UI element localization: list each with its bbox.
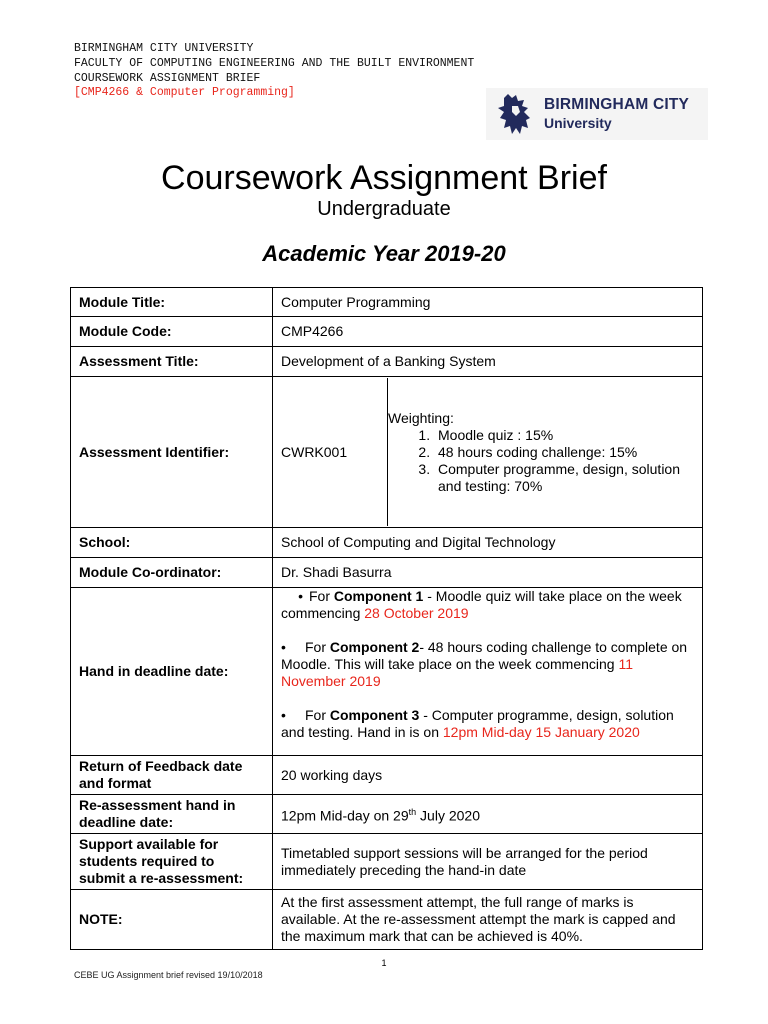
assignment-table <box>70 287 703 950</box>
deadline-details <box>273 588 703 756</box>
weighting-item: 2. 48 hours coding challenge: 15% <box>434 444 702 461</box>
weighting-list <box>388 427 702 495</box>
logo-line2: University <box>544 115 612 131</box>
weighting-item: 1. Moodle quiz : 15% <box>434 427 702 444</box>
row-coordinator <box>71 558 703 588</box>
university-logo <box>486 88 708 140</box>
label-reassessment: Re-assessment hand in deadline date: <box>71 795 273 834</box>
row-module-code <box>71 317 703 347</box>
deadline-date-1: 28 October 2019 <box>364 605 469 621</box>
label-feedback: Return of Feedback date and format <box>71 756 273 795</box>
value-coordinator: Dr. Shadi Basurra <box>273 558 703 588</box>
footer-revision-note: CEBE UG Assignment brief revised 19/10/2018 <box>74 970 263 980</box>
document-header <box>74 42 474 101</box>
row-school <box>71 528 703 558</box>
label-deadline: Hand in deadline date: <box>71 588 273 756</box>
deadline-date-3: 12pm Mid-day 15 January 2020 <box>442 724 640 740</box>
row-assessment-identifier <box>71 377 703 528</box>
label-note: NOTE: <box>71 890 273 950</box>
header-module: [CMP4266 & Computer Programming] <box>74 86 295 100</box>
logo-line1: BIRMINGHAM CITY <box>544 96 690 113</box>
deadline-component-1: • For Component 1 - Moodle quiz will take place on the week commencing 28 October 2019 <box>281 588 682 621</box>
weighting-item: 3. Computer programme, design, solution and testing: 70% <box>434 461 702 495</box>
page-subtitle: Undergraduate <box>317 198 451 220</box>
value-module-code: CMP4266 <box>273 317 703 347</box>
deadline-component-2: • For Component 2- 48 hours coding challenge to complete on Moodle. This will take place on the week commencing 11 November 2019 <box>281 639 688 689</box>
row-module-title <box>71 288 703 317</box>
label-assessment-identifier: Assessment Identifier: <box>71 377 273 528</box>
label-coordinator: Module Co-ordinator: <box>71 558 273 588</box>
deadline-component-3: • For Component 3 - Computer programme, design, solution and testing. Hand in is on 12pm Mid-day 15 January 2020 <box>281 707 674 740</box>
value-feedback: 20 working days <box>273 756 703 795</box>
row-support <box>71 834 703 890</box>
label-module-title: Module Title: <box>71 288 273 317</box>
header-brief: COURSEWORK ASSIGNMENT BRIEF <box>74 71 261 85</box>
griffin-icon <box>492 92 540 136</box>
value-module-title: Computer Programming <box>273 288 703 317</box>
row-assessment-title <box>71 347 703 377</box>
label-assessment-title: Assessment Title: <box>71 347 273 377</box>
value-assessment-title: Development of a Banking System <box>273 347 703 377</box>
weighting-block <box>388 378 703 526</box>
value-support: Timetabled support sessions will be arranged for the period immediately preceding the hand-in date <box>273 834 703 890</box>
value-assessment-code: CWRK001 <box>281 443 348 460</box>
page-number: 1 <box>381 958 387 968</box>
row-deadline <box>71 588 703 756</box>
row-reassessment <box>71 795 703 834</box>
academic-year: Academic Year 2019-20 <box>262 241 506 266</box>
value-note: At the first assessment attempt, the full range of marks is available. At the re-assessment attempt the mark is capped and the maximum mark that can be achieved is 40%. <box>273 890 703 950</box>
header-faculty: FACULTY OF COMPUTING ENGINEERING AND THE BUILT ENVIRONMENT <box>74 56 475 70</box>
label-support: Support available for students required to submit a re-assessment: <box>71 834 273 890</box>
row-feedback <box>71 756 703 795</box>
deadline-date-2: 11 November 2019 <box>281 656 634 689</box>
value-school: School of Computing and Digital Technology <box>273 528 703 558</box>
row-note <box>71 890 703 950</box>
label-school: School: <box>71 528 273 558</box>
value-reassessment: 12pm Mid-day on 29th July 2020 <box>273 795 703 834</box>
header-university: BIRMINGHAM CITY UNIVERSITY <box>74 42 254 55</box>
label-module-code: Module Code: <box>71 317 273 347</box>
weighting-label: Weighting: <box>388 409 454 426</box>
page-title: Coursework Assignment Brief <box>161 159 607 197</box>
